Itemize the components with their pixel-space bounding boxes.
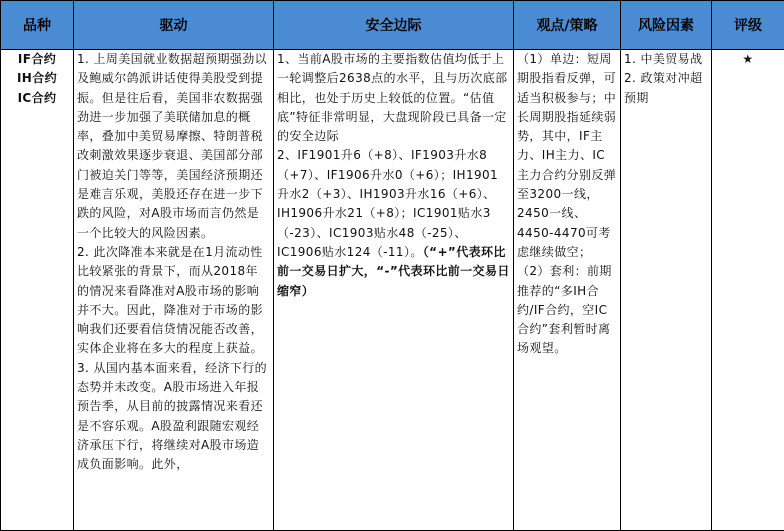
safety-note: （“+”代表环比前一交易日扩大，“-”代表环比前一交易日缩窄） [277,244,510,298]
header-row [1,1,784,50]
star-icon: ★ [742,52,754,66]
header-risk-factors: 风险因素 [621,1,712,50]
rating-cell [712,50,784,531]
view-paragraph-2: （2）套利：前期推荐的“多IH合约/IF合约，空IC合约”套利暂时离场观望。 [517,264,612,356]
header-safety-margin: 安全边际 [274,1,514,50]
driver-cell [74,50,274,531]
header-variety: 品种 [1,1,74,50]
header-driver: 驱动 [74,1,274,50]
header-view-strategy: 观点/策略 [514,1,621,50]
header-rating: 评级 [712,1,784,50]
driver-paragraph-1: 1. 上周美国就业数据超预期强劲以及鲍威尔鸽派讲话使得美股受到提振。但是往后看，美国非农数据强劲进一步加强了美联储加息的概率，叠加中美贸易摩擦、特朗普税改刺激效果逐步衰退、美国部分部门被迫关门等等，美国经济预期还是难言乐观，美股还存在进一步下跌的风险，对A股市场而言仍然是一个比较大的风险因素。 [77,52,268,240]
view-paragraph-1: （1）单边：短周期股指看反弹，可适当积极参与；中长周期股指延续弱势，其中，IF主力、IH主力、IC主力合约分别反弹至3200一线，2450一线、4450-4470可考虑继续做空； [517,52,617,259]
risk-cell [621,50,712,531]
driver-paragraph-2: 2. 此次降准本来就是在1月流动性比较紧张的背景下，而从2018年的情况来看降准对A股市场的影响并不大。因此，降准对于市场的影响我们还要看信贷情况能否改善，实体企业将在多大的程度上获益。 [77,244,264,356]
risk-item-2: 2. 政策对冲超预期 [624,71,703,105]
variety-if: IF合约 [17,52,57,66]
safety-margin-cell [274,50,514,531]
table-row [1,50,784,531]
risk-item-1: 1. 中美贸易战 [624,52,703,66]
variety-ic: IC合约 [17,90,57,105]
variety-cell [1,50,74,531]
safety-paragraph-1: 1、当前A股市场的主要指数估值均低于上一轮调整后2638点的水平，且与历次底部相比，也处于历史上较低的位置。“估值底”特征非常明显，大盘现阶段已具备一定的安全边际 [277,52,508,144]
driver-paragraph-3: 3. 从国内基本面来看，经济下行的态势并未改变。A股市场进入年报预告季，从目前的披露情况来看还是不容乐观。A股盈利跟随宏观经济承压下行，将继续对A股市场造成负面影响。此外， [77,360,268,472]
safety-paragraph-2: 2、IF1901升6（+8）、IF1903升水8（+7）、IF1906升水0（+6）；IH1901升水2（+3）、IH1903升水16（+6）、IH1906升水21（+8）；IC1901贴水3（-23）、IC1903贴水48（-25）、IC1906贴水124（-11）。 [277,148,499,259]
view-strategy-cell [514,50,621,531]
variety-ih: IH合约 [16,71,58,86]
